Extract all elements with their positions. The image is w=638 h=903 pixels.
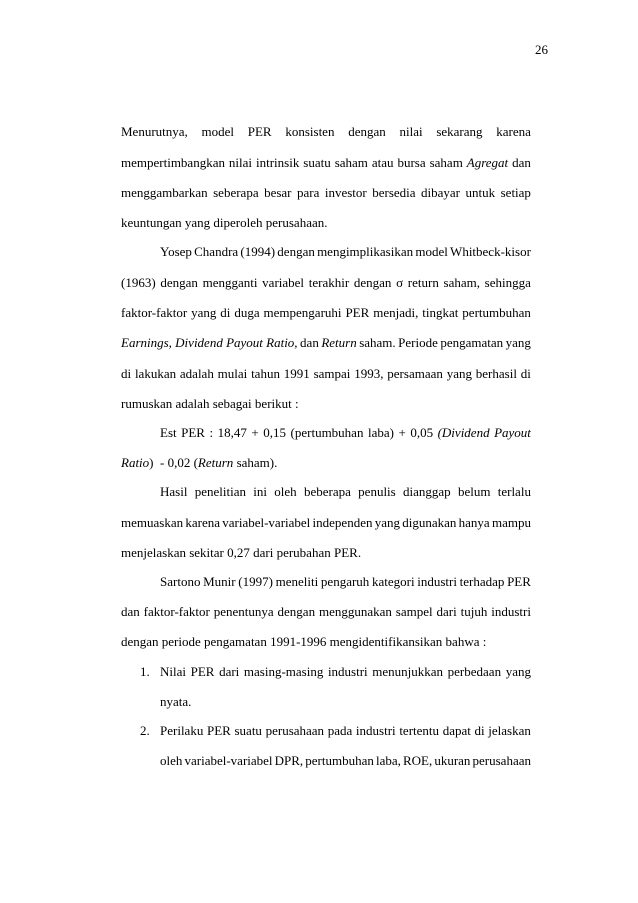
paragraph-line: Yosep Chandra (1994) dengan mengimplikasikan model Whitbeck-kisor	[160, 244, 531, 259]
paragraph-line: menjelaskan sekitar 0,27 dari perubahan PER.	[121, 545, 362, 560]
paragraph-line: Menurutnya, model PER konsisten dengan nilai sekarang karena	[121, 124, 531, 139]
paragraph-line: dan faktor-faktor penentunya dengan menggunakan sampel dari tujuh industri	[121, 604, 531, 619]
list-marker: 1.	[140, 664, 150, 679]
paragraph-line: keuntungan yang diperoleh perusahaan.	[121, 215, 328, 230]
paragraph-line: rumuskan adalah sebagai berikut :	[121, 396, 299, 411]
paragraph-line: di lakukan adalah mulai tahun 1991 sampai 1993, persamaan yang berhasil di	[121, 366, 531, 381]
list-item-line: oleh variabel-variabel DPR, pertumbuhan laba, ROE, ukuran perusahaan	[160, 753, 531, 768]
paragraph-line: Sartono Munir (1997) meneliti pengaruh kategori industri terhadap PER	[160, 574, 531, 589]
paragraph-line: (1963) dengan mengganti variabel terakhir dengan σ return saham, sehingga	[121, 275, 531, 290]
paragraph-line: faktor-faktor yang di duga mempengaruhi PER menjadi, tingkat pertumbuhan	[121, 305, 531, 320]
paragraph-line: memuaskan karena variabel-variabel independen yang digunakan hanya mampu	[121, 515, 531, 530]
list-marker: 2.	[140, 723, 150, 738]
page-number: 26	[535, 42, 548, 57]
list-item-line: nyata.	[160, 694, 192, 709]
paragraph-line: menggambarkan seberapa besar para investor bersedia dibayar untuk setiap	[121, 185, 531, 200]
equation-line: Est PER : 18,47 + 0,15 (pertumbuhan laba) + 0,05 (Dividend Payout	[160, 425, 531, 440]
paragraph-line: Earnings, Dividend Payout Ratio, dan Return saham. Periode pengamatan yang	[121, 335, 531, 350]
paragraph-line: mempertimbangkan nilai intrinsik suatu saham atau bursa saham Agregat dan	[121, 155, 531, 170]
paragraph-line: Hasil penelitian ini oleh beberapa penulis dianggap belum terlalu	[160, 484, 531, 499]
equation-line: Ratio) - 0,02 (Return saham).	[121, 455, 278, 470]
paragraph-line: dengan periode pengamatan 1991-1996 mengidentifikansikan bahwa :	[121, 634, 487, 649]
list-item-line: Nilai PER dari masing-masing industri menunjukkan perbedaan yang	[160, 664, 531, 679]
list-item-line: Perilaku PER suatu perusahaan pada industri tertentu dapat di jelaskan	[160, 723, 531, 738]
sigma-symbol: σ	[396, 275, 404, 290]
